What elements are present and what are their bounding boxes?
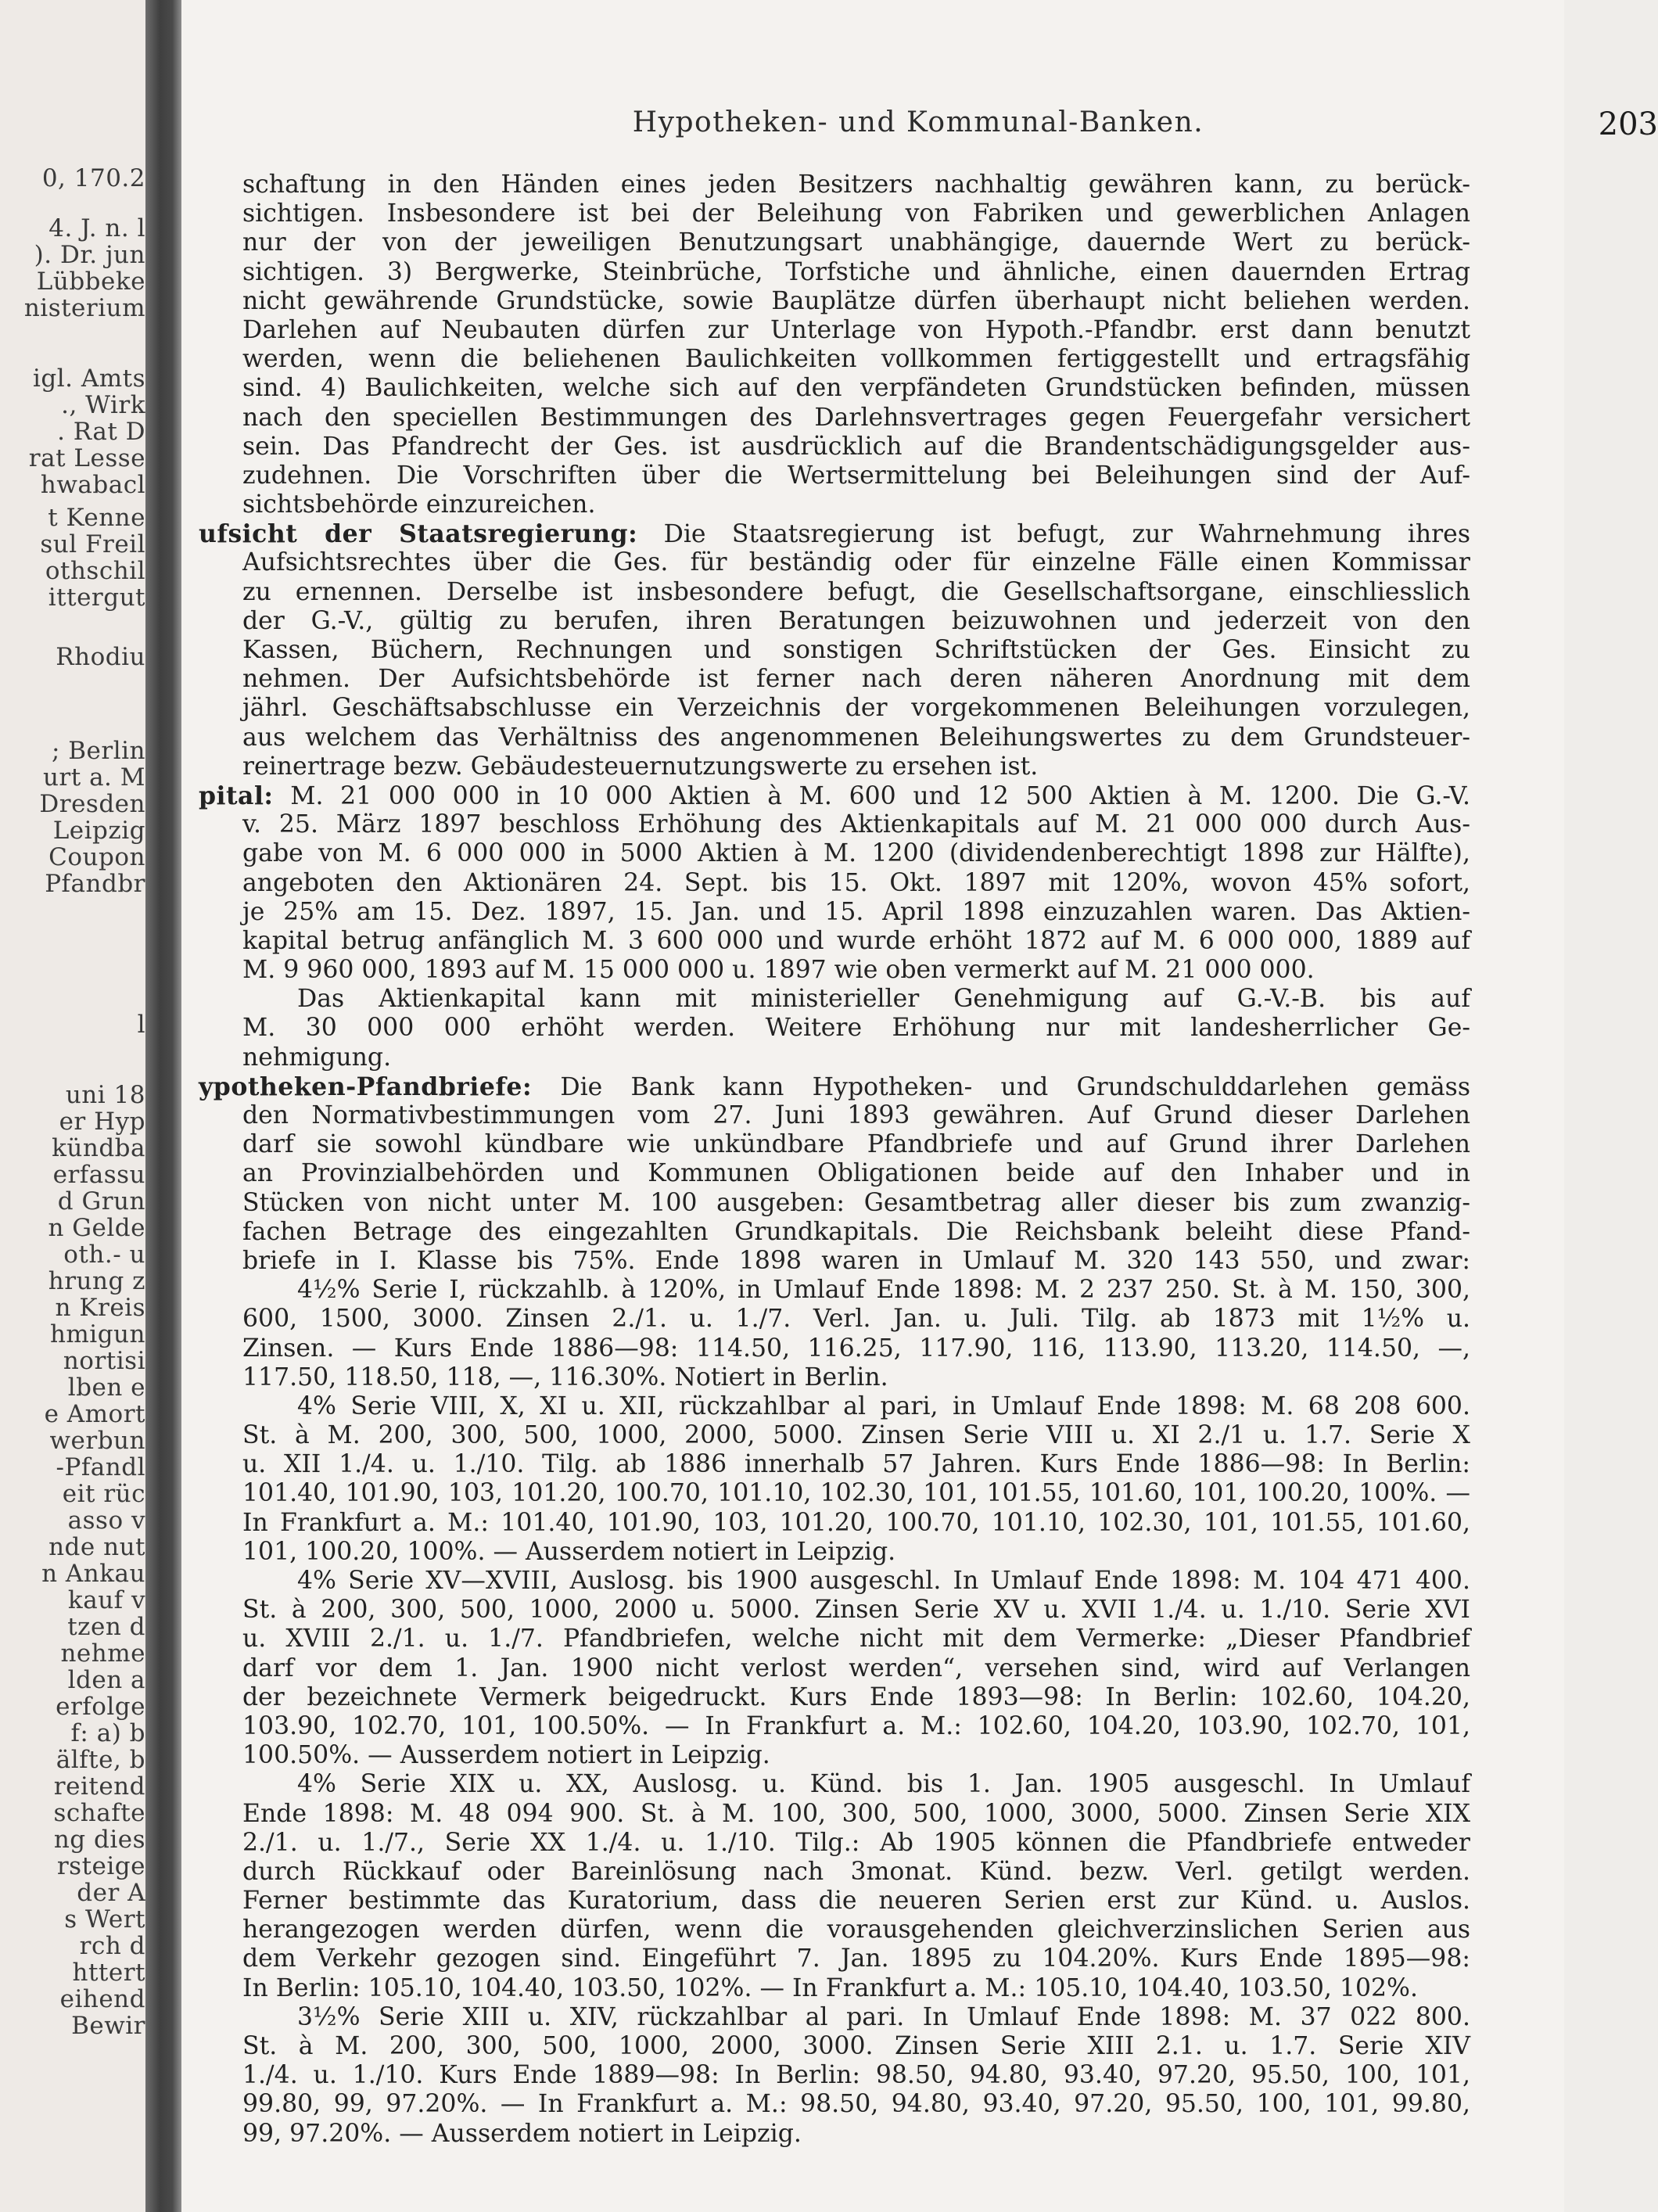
- line-text: nehmen. Der Aufsichtsbehörde ist ferner nach deren näheren Anordnung mit dem: [242, 665, 1470, 694]
- line-text: In Frankfurt a. M.: 101.40, 101.90, 103, 101.20, 100.70, 101.10, 102.30, 101, 101.55, 101.60,: [242, 1508, 1470, 1537]
- line-text: M. 21 000 000 in 10 000 Aktien à M. 600 und 12 500 Aktien à M. 1200. Die G.-V.: [273, 781, 1470, 810]
- line-text: sichtigen. 3) Bergwerke, Steinbrüche, Torfstiche und ähnliche, einen dauernden Ertrag: [242, 257, 1470, 286]
- left-page-fragment: [0, 0, 145, 2212]
- line-text: Zinsen. — Kurs Ende 1886—98: 114.50, 116.25, 117.90, 116, 113.90, 113.20, 114.50, —,: [242, 1334, 1470, 1363]
- text-line: [242, 1043, 1470, 1072]
- text-line: [242, 374, 1470, 403]
- text-line: [242, 985, 1470, 1014]
- line-text: 117.50, 118.50, 118, —, 116.30%. Notiert in Berlin.: [242, 1363, 888, 1391]
- text-line: [242, 258, 1470, 287]
- text-line: [242, 1567, 1470, 1596]
- left-page-line: sul Freil: [40, 530, 145, 558]
- left-page-line: älfte, b: [56, 1746, 145, 1774]
- left-page-line: rch d: [79, 1932, 145, 1960]
- line-text: 99, 97.20%. — Ausserdem notiert in Leipzig.: [242, 2119, 802, 2148]
- left-page-line: Rhodiu: [56, 643, 145, 671]
- line-text: nach den speciellen Bestimmungen des Darlehnsvertrages gegen Feuergefahr versichert: [242, 403, 1470, 432]
- section-heading: pital:: [199, 781, 274, 810]
- text-line: [242, 724, 1470, 752]
- line-text: 3½% Serie XIII u. XIV, rückzahlbar al pari. In Umlauf Ende 1898: M. 37 022 800.: [297, 2002, 1470, 2031]
- line-text: 600, 1500, 3000. Zinsen 2./1. u. 1./7. Verl. Jan. u. Juli. Tilg. ab 1873 mit 1½% u.: [242, 1305, 1470, 1334]
- left-page-line: n Ankau: [41, 1560, 145, 1588]
- line-text: Ferner bestimmte das Kuratorium, dass die neueren Serien erst zur Künd. u. Auslos.: [242, 1887, 1470, 1916]
- left-page-line: ; Berlin: [51, 737, 145, 765]
- line-text: 4½% Serie I, rückzahlb. à 120%, in Umlauf Ende 1898: M. 2 237 250. St. à M. 150, 300,: [297, 1276, 1470, 1305]
- left-page-line: l: [137, 1011, 145, 1039]
- line-text: Darlehen auf Neubauten dürfen zur Unterlage von Hypoth.-Pfandbr. erst dann benutzt: [242, 315, 1470, 344]
- text-line: [242, 2061, 1470, 2090]
- text-line: [242, 810, 1470, 839]
- text-line: [242, 1421, 1470, 1450]
- left-page-line: reitend: [53, 1772, 145, 1801]
- left-page-line: lben e: [67, 1374, 145, 1402]
- left-page-line: nortisi: [63, 1347, 145, 1375]
- line-text: In Berlin: 105.10, 104.40, 103.50, 102%. — In Frankfurt a. M.: 105.10, 104.40, 103.50, 102%.: [242, 1973, 1418, 2002]
- left-page-line: oth.- u: [63, 1241, 145, 1269]
- text-line: [242, 1014, 1470, 1043]
- text-line: [242, 1305, 1470, 1334]
- text-line: [242, 1538, 1470, 1567]
- left-page-line: der A: [77, 1879, 145, 1907]
- text-line: [242, 548, 1470, 577]
- line-text: sichtigen. Insbesondere ist bei der Beleihung von Fabriken und gewerblichen Anlagen: [242, 199, 1470, 228]
- left-page-line: Dresden: [39, 790, 145, 818]
- line-text: 4% Serie VIII, X, XI u. XII, rückzahlbar al pari, in Umlauf Ende 1898: M. 68 208 600.: [297, 1391, 1470, 1420]
- line-text: reinertrage bezw. Gebäudesteuernutzungswerte zu ersehen ist.: [242, 752, 1039, 781]
- line-text: darf sie sowohl kündbare wie unkündbare Pfandbriefe und auf Grund ihrer Darlehen: [242, 1130, 1470, 1159]
- text-line: [242, 607, 1470, 636]
- text-line: [242, 956, 1470, 985]
- left-page-line: lden a: [67, 1666, 145, 1694]
- text-line: [242, 694, 1470, 723]
- line-text: 100.50%. — Ausserdem notiert in Leipzig.: [242, 1741, 770, 1770]
- text-line: [242, 490, 1470, 519]
- line-text: Aufsichtsrechtes über die Ges. für beständig oder für einzelne Fälle einen Kommissar: [242, 548, 1470, 577]
- left-page-line: -Pfandl: [56, 1453, 145, 1481]
- line-text: kapital betrug anfänglich M. 3 600 000 und wurde erhöht 1872 auf M. 6 000 000, 1889 auf: [242, 926, 1470, 955]
- text-line: [242, 1770, 1470, 1799]
- line-text: nehmigung.: [242, 1043, 392, 1072]
- line-text: nicht gewährende Grundstücke, sowie Bauplätze dürfen überhaupt nicht beliehen werden.: [242, 286, 1470, 315]
- text-line: [242, 1654, 1470, 1683]
- line-text: St. à M. 200, 300, 500, 1000, 2000, 3000. Zinsen Serie XIII 2.1. u. 1.7. Serie XIV: [242, 2032, 1470, 2060]
- text-line: [242, 1479, 1470, 1508]
- left-page-line: schafte: [53, 1799, 145, 1827]
- line-text: der bezeichnete Vermerk beigedruckt. Kurs Ende 1893—98: In Berlin: 102.60, 104.20,: [242, 1682, 1470, 1711]
- text-line: [242, 1596, 1470, 1625]
- left-page-line: Pfandbr: [45, 870, 145, 898]
- text-line: [242, 2090, 1470, 2119]
- left-page-line: ). Dr. jun: [34, 241, 145, 269]
- left-page-line: eit rüc: [62, 1480, 145, 1508]
- text-line: [242, 1392, 1470, 1421]
- line-text: 4% Serie XV—XVIII, Auslosg. bis 1900 ausgeschl. In Umlauf Ende 1898: M. 104 471 400.: [297, 1567, 1470, 1595]
- line-text: angeboten den Aktionären 24. Sept. bis 15. Okt. 1897 mit 120%, wovon 45% sofort,: [242, 868, 1470, 897]
- book-spine: [145, 0, 181, 2212]
- text-line: [242, 1712, 1470, 1741]
- text-line: [242, 1625, 1470, 1654]
- text-line: [242, 636, 1470, 665]
- line-text: zu ernennen. Derselbe ist insbesondere befugt, die Gesellschaftsorgane, einschliesslich: [242, 577, 1470, 606]
- line-text: herangezogen werden dürfen, wenn die vorausgehenden gleichverzinslichen Serien aus: [242, 1916, 1470, 1944]
- left-page-line: httert: [72, 1959, 145, 1987]
- line-text: 4% Serie XIX u. XX, Auslosg. u. Künd. bis 1. Jan. 1905 ausgeschl. In Umlauf: [297, 1770, 1470, 1799]
- text-line: [242, 2003, 1470, 2032]
- text-line: [242, 578, 1470, 607]
- line-text: an Provinzialbehörden und Kommunen Obligationen beide auf den Inhaber und in: [242, 1159, 1470, 1188]
- left-page-line: d Grun: [57, 1187, 145, 1216]
- text-line: [242, 461, 1470, 490]
- left-page-line: kündba: [52, 1134, 145, 1162]
- line-text: Die Bank kann Hypotheken- und Grundschulddarlehen gemäss: [532, 1072, 1470, 1101]
- text-line: [242, 1887, 1470, 1916]
- text-line: [242, 1363, 1470, 1392]
- text-line: [242, 199, 1470, 228]
- left-page-line: n Kreis: [55, 1294, 145, 1322]
- text-line: [242, 1130, 1470, 1159]
- text-line: [242, 1916, 1470, 1944]
- line-text: St. à 200, 300, 500, 1000, 2000 u. 5000. Zinsen Serie XV u. XVII 1./4. u. 1./10. Serie XVI: [242, 1596, 1470, 1625]
- text-line: [242, 171, 1470, 199]
- line-text: den Normativbestimmungen vom 27. Juni 1893 gewähren. Auf Grund dieser Darlehen: [242, 1101, 1470, 1129]
- text-line: [242, 287, 1470, 316]
- text-line: [242, 1450, 1470, 1479]
- line-text: darf vor dem 1. Jan. 1900 nicht verlost werden“, versehen sind, wird auf Verlangen: [242, 1654, 1470, 1682]
- line-text: zudehnen. Die Vorschriften über die Wertsermittelung bei Beleihungen sind der Auf-: [242, 461, 1470, 490]
- text-line: [242, 665, 1470, 694]
- left-page-line: eihend: [59, 1985, 145, 2013]
- section-heading: ypotheken-Pfandbriefe:: [199, 1072, 533, 1101]
- line-text: Ende 1898: M. 48 094 900. St. à M. 100, 300, 500, 1000, 3000, 5000. Zinsen Serie XIX: [242, 1799, 1470, 1828]
- left-page-line: 0, 170.2: [41, 164, 145, 192]
- left-page-line: Bewir: [71, 2012, 145, 2040]
- text-line: [242, 898, 1470, 927]
- left-page-line: s Wert: [64, 1905, 145, 1934]
- line-text: 1./4. u. 1./10. Kurs Ende 1889—98: In Berlin: 98.50, 94.80, 93.40, 97.20, 95.50, 100, 101,: [242, 2061, 1470, 2090]
- text-line: [242, 1159, 1470, 1188]
- left-page-line: ., Wirk: [61, 391, 145, 419]
- text-line: [242, 345, 1470, 374]
- text-line: [242, 1944, 1470, 1973]
- left-page-line: urt a. M: [42, 763, 145, 792]
- text-line: [242, 2032, 1470, 2061]
- line-text: briefe in I. Klasse bis 75%. Ende 1898 waren in Umlauf M. 320 143 550, und zwar:: [242, 1246, 1470, 1275]
- line-text: je 25% am 15. Dez. 1897, 15. Jan. und 15. April 1898 einzuzahlen waren. Das Aktien-: [242, 897, 1470, 926]
- left-page-line: hwabacl: [40, 471, 145, 499]
- text-line: [242, 1683, 1470, 1712]
- line-text: schaftung in den Händen eines jeden Besitzers nachhaltig gewähren kann, zu berück-: [242, 171, 1470, 199]
- left-page-line: ng dies: [53, 1826, 145, 1854]
- line-text: Die Staatsregierung ist befugt, zur Wahrnehmung ihres: [637, 520, 1470, 549]
- left-page-line: tzen d: [67, 1613, 145, 1641]
- text-line: [242, 1974, 1470, 2003]
- left-page-line: erfassu: [52, 1161, 145, 1189]
- left-page-line: uni 18: [65, 1081, 145, 1109]
- line-text: gabe von M. 6 000 000 in 5000 Aktien à M. 1200 (dividendenberechtigt 1898 zur Hälfte),: [242, 839, 1470, 868]
- line-text: dem Verkehr gezogen sind. Eingeführt 7. Jan. 1895 zu 104.20%. Kurs Ende 1895—98:: [242, 1944, 1470, 1973]
- text-line: [242, 1829, 1470, 1858]
- text-line: [242, 404, 1470, 433]
- text-line: [242, 2120, 1470, 2149]
- line-text: v. 25. März 1897 beschloss Erhöhung des Aktienkapitals auf M. 21 000 000 durch Aus-: [242, 810, 1470, 839]
- text-line: [242, 433, 1470, 461]
- text-line: [242, 869, 1470, 898]
- left-page-line: t Kenne: [48, 504, 145, 532]
- left-page-line: asso v: [67, 1506, 145, 1535]
- line-text: M. 9 960 000, 1893 auf M. 15 000 000 u. 1897 wie oben vermerkt auf M. 21 000 000.: [242, 956, 1315, 985]
- line-text: jährl. Geschäftsabschlusse ein Verzeichnis der vorgekommenen Beleihungen vorzulegen,: [242, 694, 1470, 723]
- left-page-line: . Rat D: [57, 418, 145, 446]
- text-line: [242, 1509, 1470, 1538]
- text-line: [242, 1218, 1470, 1247]
- text-line: [242, 1189, 1470, 1218]
- left-page-line: er Hyp: [59, 1108, 145, 1136]
- left-page-line: othschil: [45, 557, 145, 585]
- page-number: 203: [1598, 106, 1658, 142]
- line-text: 103.90, 102.70, 101, 100.50%. — In Frankfurt a. M.: 102.60, 104.20, 103.90, 102.70, 101,: [242, 1711, 1470, 1740]
- line-text: St. à M. 200, 300, 500, 1000, 2000, 5000. Zinsen Serie VIII u. XI 2./1 u. 1.7. Serie X: [242, 1421, 1470, 1450]
- left-page-line: e Amort: [44, 1400, 145, 1428]
- text-line: [242, 1741, 1470, 1770]
- left-page-line: igl. Amts: [32, 364, 145, 393]
- line-text: sein. Das Pfandrecht der Ges. ist ausdrücklich auf die Brandentschädigungsgelder aus-: [242, 432, 1470, 461]
- left-page-line: ittergut: [48, 584, 145, 612]
- text-line: [242, 1858, 1470, 1887]
- line-text: Das Aktienkapital kann mit ministerieller Genehmigung auf G.-V.-B. bis auf: [297, 985, 1470, 1014]
- left-page-line: Leipzig: [52, 817, 145, 845]
- line-text: sind. 4) Baulichkeiten, welche sich auf den verpfändeten Grundstücken befinden, müssen: [242, 374, 1470, 403]
- line-text: u. XVIII 2./1. u. 1./7. Pfandbriefen, welche nicht mit dem Vermerke: „Dieser Pfandbrief: [242, 1625, 1470, 1654]
- line-text: Stücken von nicht unter M. 100 ausgeben: Gesamtbetrag aller dieser bis zum zwanzig-: [242, 1188, 1470, 1217]
- line-text: sichtsbehörde einzureichen.: [242, 490, 596, 519]
- section-heading-line: [199, 781, 1470, 810]
- left-page-line: n Gelde: [48, 1214, 145, 1242]
- text-line: [242, 927, 1470, 956]
- text-line: [242, 1800, 1470, 1829]
- text-line: [242, 839, 1470, 868]
- line-text: aus welchem das Verhältniss des angenommenen Beleihungswertes zu dem Grundsteuer-: [242, 723, 1470, 752]
- left-page-line: rsteige: [56, 1852, 145, 1880]
- text-line: [242, 1334, 1470, 1363]
- text-line: [242, 1276, 1470, 1305]
- left-page-line: rat Lesse: [28, 444, 145, 472]
- left-page-line: nisterium: [23, 294, 145, 322]
- left-page-line: Lübbeke: [36, 268, 145, 296]
- section-heading: ufsicht der Staatsregierung:: [199, 519, 638, 549]
- text-line: [242, 1247, 1470, 1276]
- left-page-line: erfolge: [56, 1693, 145, 1721]
- line-text: durch Rückkauf oder Bareinlösung nach 3monat. Künd. bezw. Verl. getilgt werden.: [242, 1857, 1470, 1886]
- text-line: [242, 1101, 1470, 1130]
- line-text: 2./1. u. 1./7., Serie XX 1./4. u. 1./10. Tilg.: Ab 1905 können die Pfandbriefe entweder: [242, 1828, 1470, 1857]
- left-page-line: kauf v: [67, 1586, 145, 1614]
- line-text: Kassen, Büchern, Rechnungen und sonstigen Schriftstücken der Ges. Einsicht zu: [242, 636, 1470, 664]
- left-page-line: nde nut: [48, 1533, 145, 1561]
- line-text: u. XII 1./4. u. 1./10. Tilg. ab 1886 innerhalb 57 Jahren. Kurs Ende 1886—98: In Berlin:: [242, 1450, 1470, 1479]
- line-text: fachen Betrage des eingezahlten Grundkapitals. Die Reichsbank beleiht diese Pfand-: [242, 1217, 1470, 1246]
- line-text: werden, wenn die beliehenen Baulichkeiten vollkommen fertiggestellt und ertragsfähig: [242, 345, 1470, 374]
- line-text: der G.-V., gültig zu berufen, ihren Beratungen beizuwohnen und jederzeit von den: [242, 606, 1470, 635]
- text-line: [242, 228, 1470, 257]
- line-text: M. 30 000 000 erhöht werden. Weitere Erhöhung nur mit landesherrlicher Ge-: [242, 1014, 1470, 1043]
- line-text: 99.80, 99, 97.20%. — In Frankfurt a. M.: 98.50, 94.80, 93.40, 97.20, 95.50, 100, 101, 99.80,: [242, 2090, 1470, 2119]
- line-text: 101.40, 101.90, 103, 101.20, 100.70, 101.10, 102.30, 101, 101.55, 101.60, 101, 100.20, 100%. —: [242, 1479, 1470, 1508]
- line-text: 101, 100.20, 100%. — Ausserdem notiert in Leipzig.: [242, 1537, 896, 1566]
- running-head: Hypotheken- und Kommunal-Banken.: [632, 106, 1204, 138]
- text-line: [242, 316, 1470, 345]
- left-page-line: f: a) b: [70, 1719, 145, 1747]
- left-page-line: Coupon: [48, 843, 145, 871]
- section-heading-line: [199, 519, 1470, 548]
- left-page-line: hmigun: [49, 1320, 145, 1348]
- left-page-line: hrung z: [48, 1267, 145, 1295]
- left-page-line: 4. J. n. l: [48, 214, 145, 242]
- section-heading-line: [199, 1072, 1470, 1101]
- line-text: nur der von der jeweiligen Benutzungsart unabhängige, dauernde Wert zu berück-: [242, 228, 1470, 257]
- body-text: [199, 171, 1470, 2149]
- left-page-line: nehme: [60, 1639, 145, 1668]
- left-page-line: werbun: [49, 1427, 145, 1455]
- text-line: [242, 752, 1470, 781]
